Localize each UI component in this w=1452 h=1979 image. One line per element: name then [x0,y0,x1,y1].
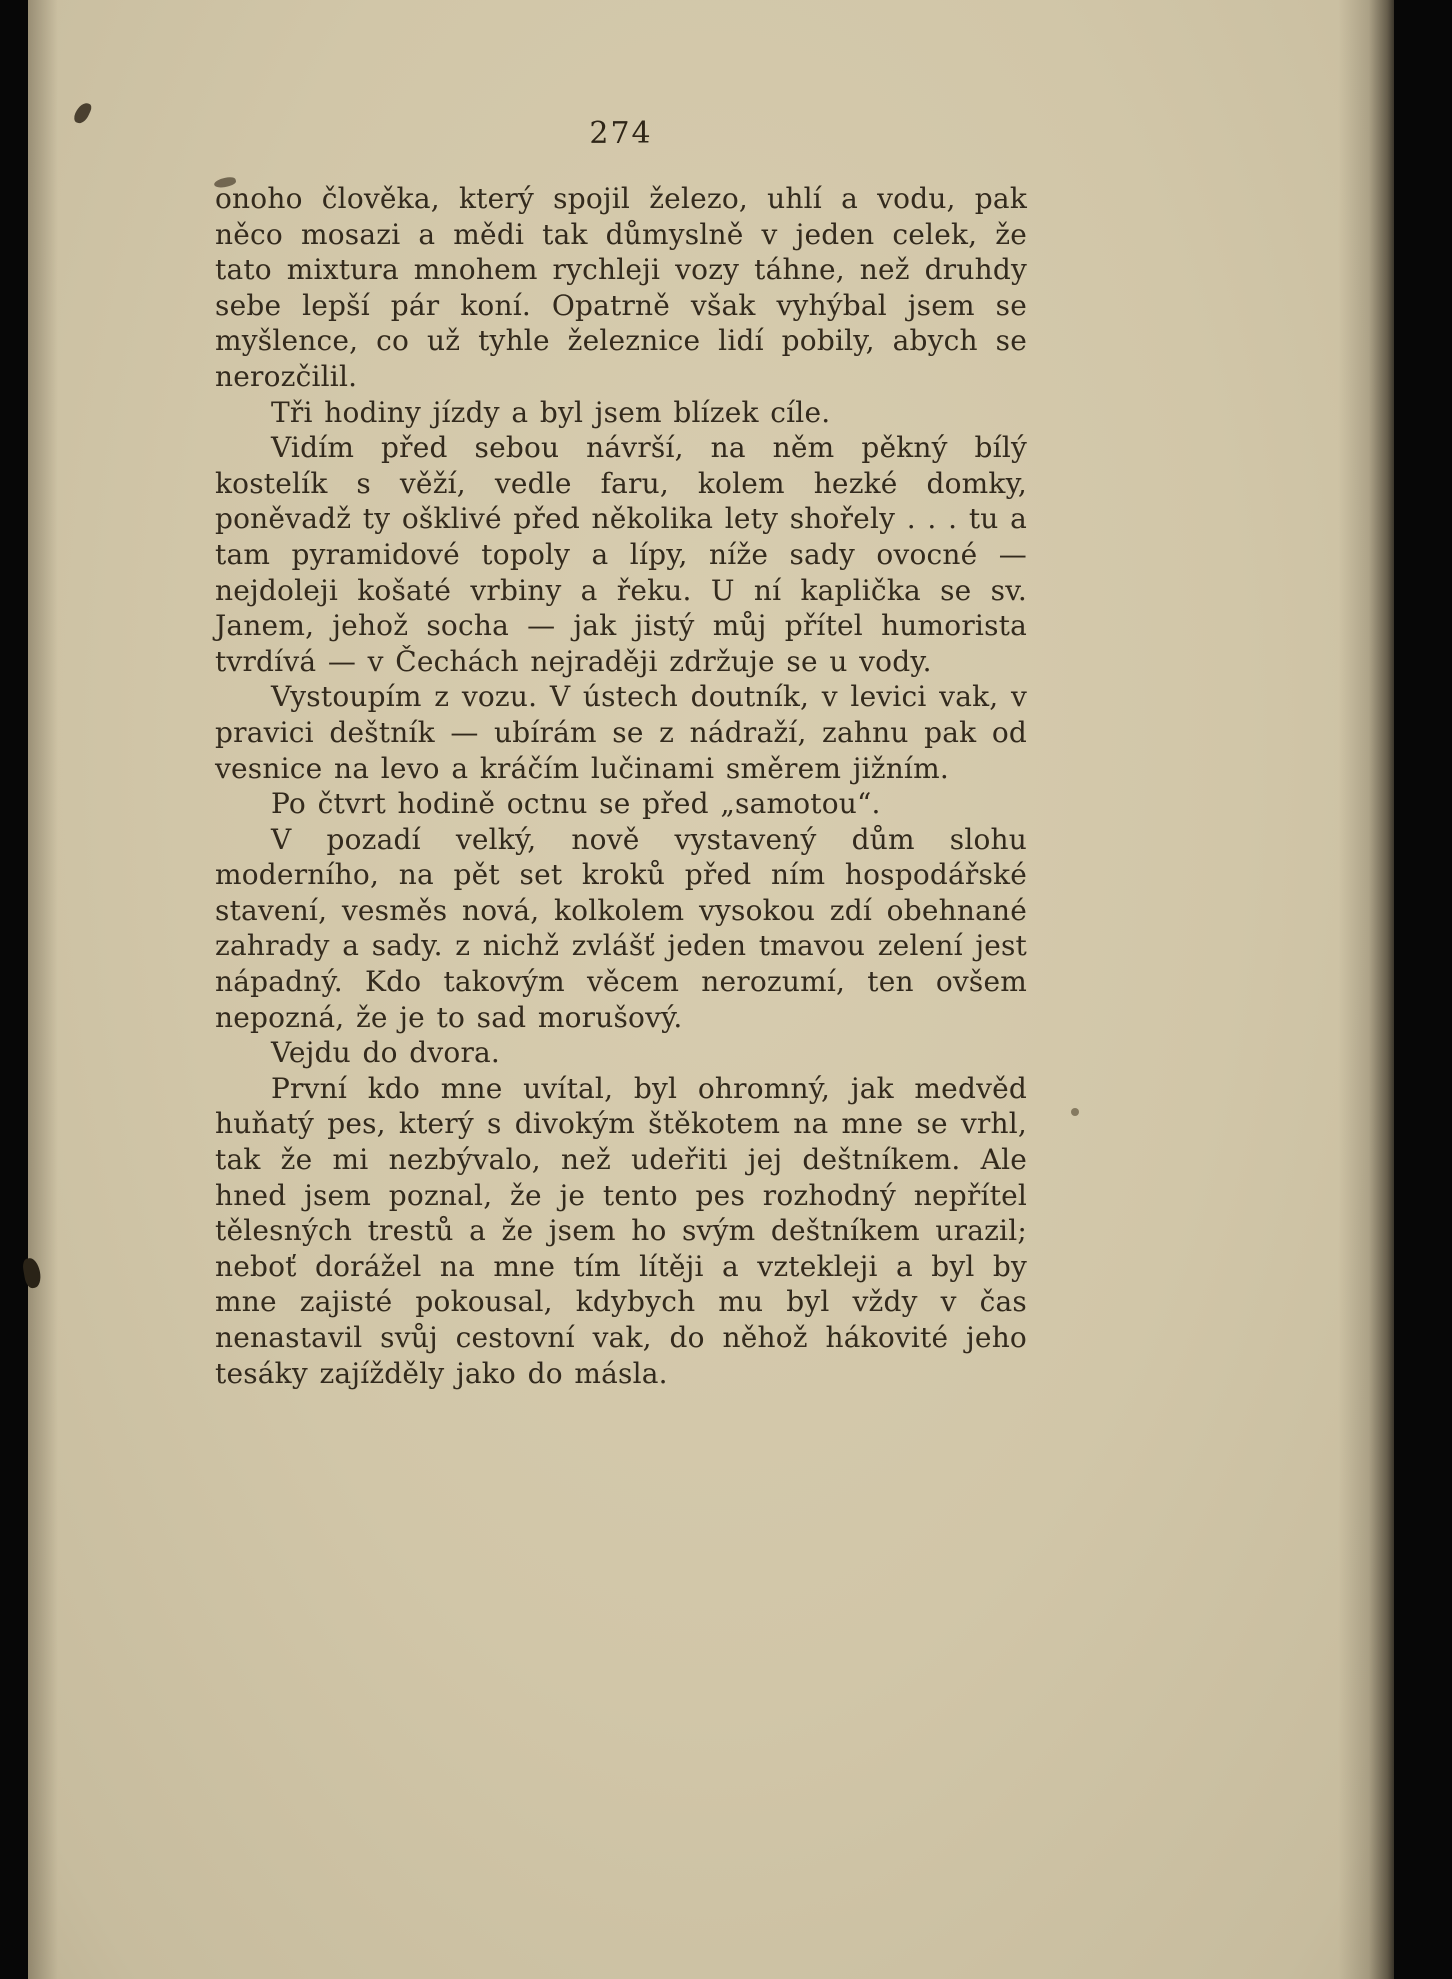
ink-mark [72,100,93,125]
paragraph-4: Vystoupím z vozu. V ústech doutník, v levici vak, v pravici deštník — ubírám se z nádraží, zahnu pak od vesnice na levo a kráčím lučinami směrem jižním. [215,680,1027,785]
paragraph-1: onoho člověka, který spojil železo, uhlí a vodu, pak něco mosazi a mědi tak důmyslně v jeden celek, že tato mixtura mnohem rychleji vozy táhne, než druhdy sebe lepší pár koní. Opatrně však vyhýbal jsem se myšlence, co už tyhle železnice lidí pobily, abych se nerozčilil. [215,182,1027,393]
page-text [215,181,1027,1391]
page-paper [28,0,1394,1979]
paragraph-8: První kdo mne uvítal, byl ohromný, jak medvěd huňatý pes, který s divokým štěkotem na mne se vrhl, tak že mi nezbývalo, než udeřiti jej deštníkem. Ale hned jsem poznal, že je tento pes rozhodný nepřítel tělesných trestů a že jsem ho svým deštníkem urazil; neboť dorážel na mne tím lítěji a vztekleji a byl by mne zajisté pokousal, kdybych mu byl vždy v čas nenastavil svůj cestovní vak, do něhož hákovité jeho tesáky zajížděly jako do másla. [215,1071,1027,1390]
paragraph-5: Po čtvrt hodině octnu se před „samotou“. [271,787,881,821]
paragraph-7: Vejdu do dvora. [271,1036,501,1070]
ink-dot [1071,1108,1079,1116]
page-number: 274 [589,116,653,151]
paragraph-6: V pozadí velký, nově vystavený dům slohu moderního, na pět set kroků před ním hospodářské stavení, vesměs nová, kolkolem vysokou zdí obehnané zahrady a sady. z nichž zvlášť jeden tmavou zelení jest nápadný. Kdo takovým věcem nerozumí, ten ovšem nepozná, že je to sad morušový. [215,822,1027,1034]
scan-edge-right [1394,0,1452,1979]
page-content [215,116,1027,1391]
scan-edge-left [0,0,28,1979]
paragraph-2: Tři hodiny jízdy a byl jsem blízek cíle. [271,395,831,429]
paragraph-3: Vidím před sebou návrší, na něm pěkný bílý kostelík s věží, vedle faru, kolem hezké domky, poněvadž ty ošklivé před několika lety shořely . . . tu a tam pyramidové topoly a lípy, níže sady ovocné — nejdoleji košaté vrbiny a řeku. U ní kaplička se sv. Janem, jehož socha — jak jistý můj přítel humorista tvrdívá — v Čechách nejraději zdržuje se u vody. [215,431,1028,678]
